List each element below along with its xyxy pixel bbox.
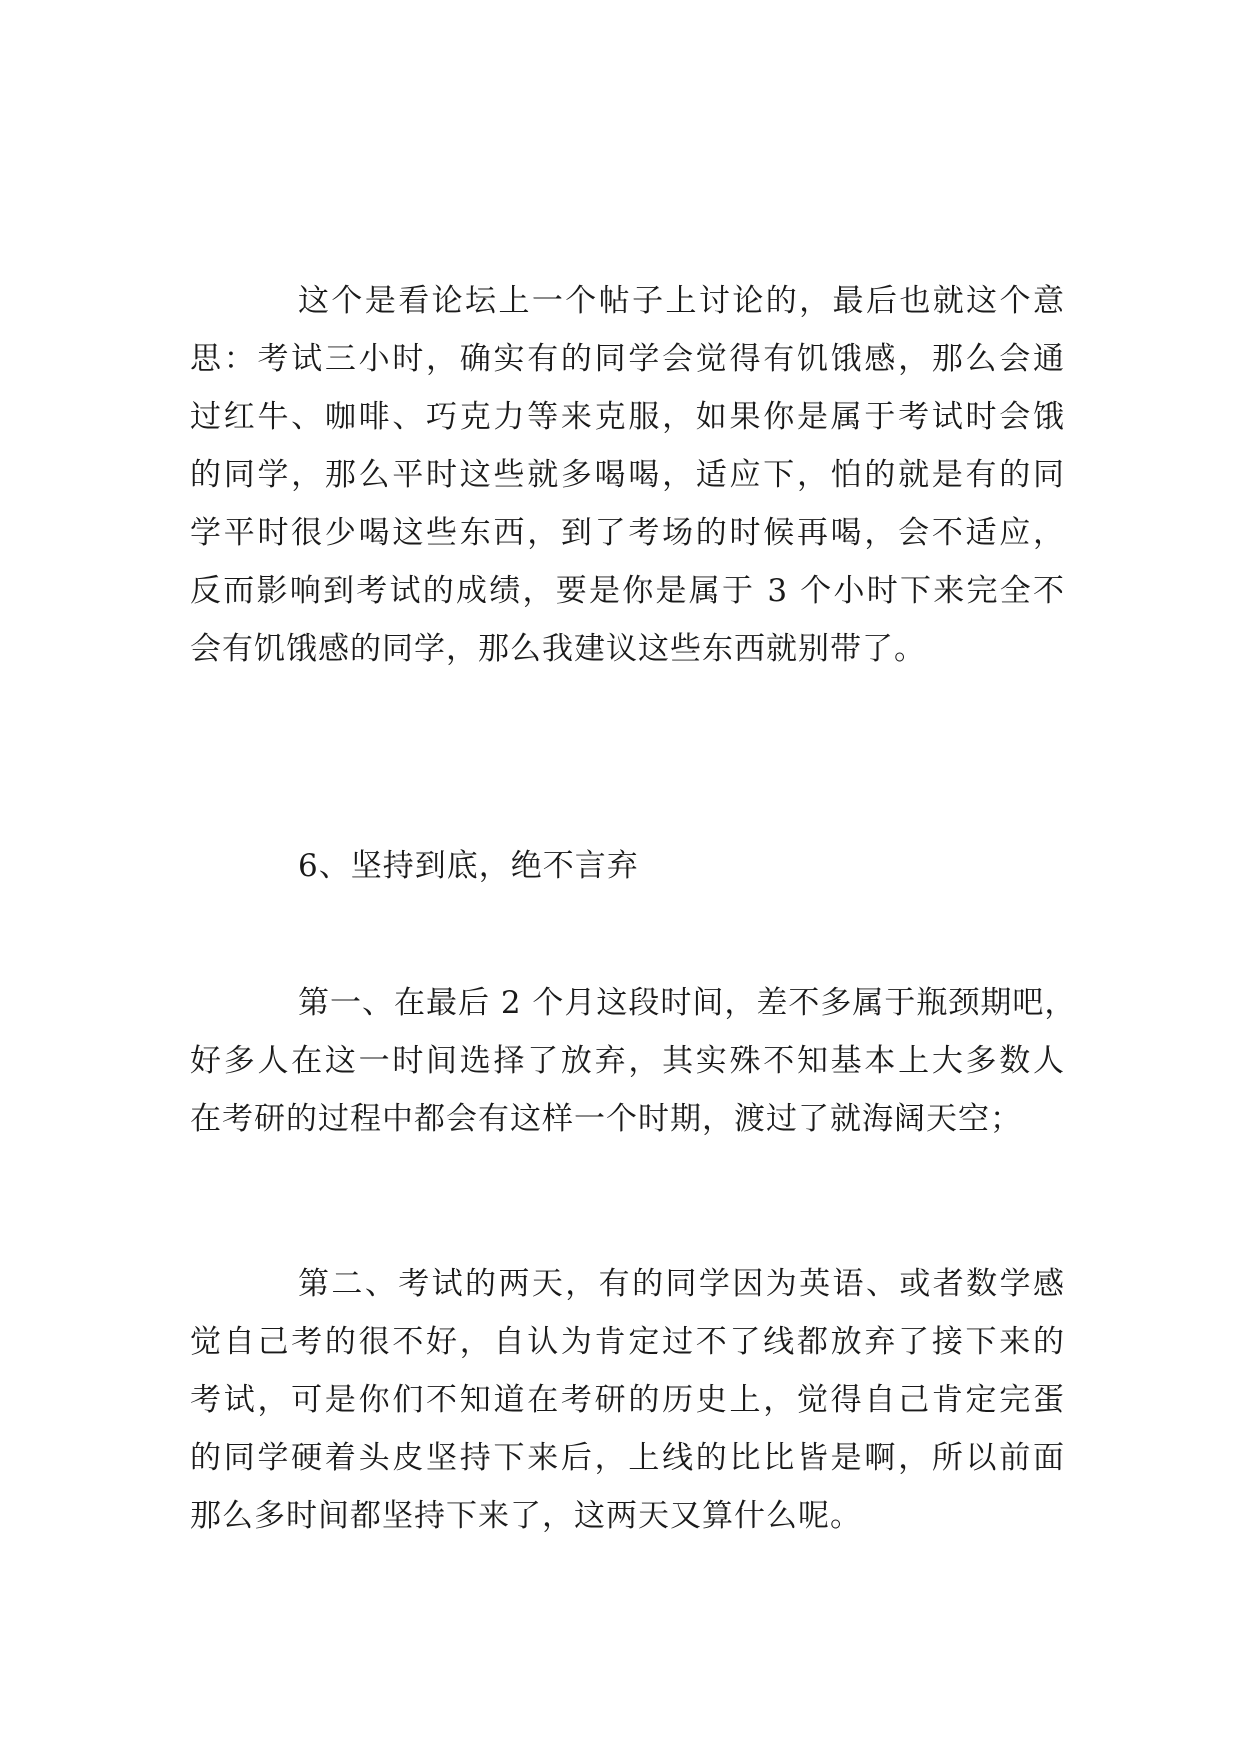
paragraph-line: 思：考试三小时，确实有的同学会觉得有饥饿感，那么会通 — [190, 341, 1065, 377]
paragraph-line: 这个是看论坛上一个帖子上讨论的，最后也就这个意 — [298, 283, 1065, 319]
paragraph-exam-hunger — [190, 272, 1065, 678]
paragraph-line: 学平时很少喝这些东西，到了考场的时候再喝，会不适应， — [190, 515, 1065, 551]
paragraph-line: 第二、考试的两天，有的同学因为英语、或者数学感 — [298, 1266, 1065, 1302]
section-heading — [190, 837, 1065, 895]
paragraph-second-point — [190, 1255, 1065, 1545]
paragraph-line: 觉自己考的很不好，自认为肯定过不了线都放弃了接下来的 — [190, 1324, 1065, 1360]
paragraph-line: 过红牛、咖啡、巧克力等来克服，如果你是属于考试时会饿 — [190, 399, 1065, 435]
paragraph-line: 考试，可是你们不知道在考研的历史上，觉得自己肯定完蛋 — [190, 1382, 1065, 1418]
paragraph-line: 那么多时间都坚持下来了，这两天又算什么呢。 — [190, 1498, 862, 1534]
paragraph-line: 的同学硬着头皮坚持下来后，上线的比比皆是啊，所以前面 — [190, 1440, 1065, 1476]
paragraph-line: 会有饥饿感的同学，那么我建议这些东西就别带了。 — [190, 631, 926, 667]
paragraph-line: 好多人在这一时间选择了放弃，其实殊不知基本上大多数人 — [190, 1043, 1065, 1079]
section-heading-text: 6、坚持到底，绝不言弃 — [298, 848, 639, 884]
paragraph-first-point — [190, 974, 1077, 1148]
paragraph-line: 在考研的过程中都会有这样一个时期，渡过了就海阔天空； — [190, 1101, 1022, 1137]
paragraph-line: 的同学，那么平时这些就多喝喝，适应下，怕的就是有的同 — [190, 457, 1065, 493]
paragraph-line: 反而影响到考试的成绩，要是你是属于 3 个小时下来完全不 — [190, 573, 1065, 609]
paragraph-line: 第一、在最后 2 个月这段时间，差不多属于瓶颈期吧， — [298, 985, 1077, 1021]
